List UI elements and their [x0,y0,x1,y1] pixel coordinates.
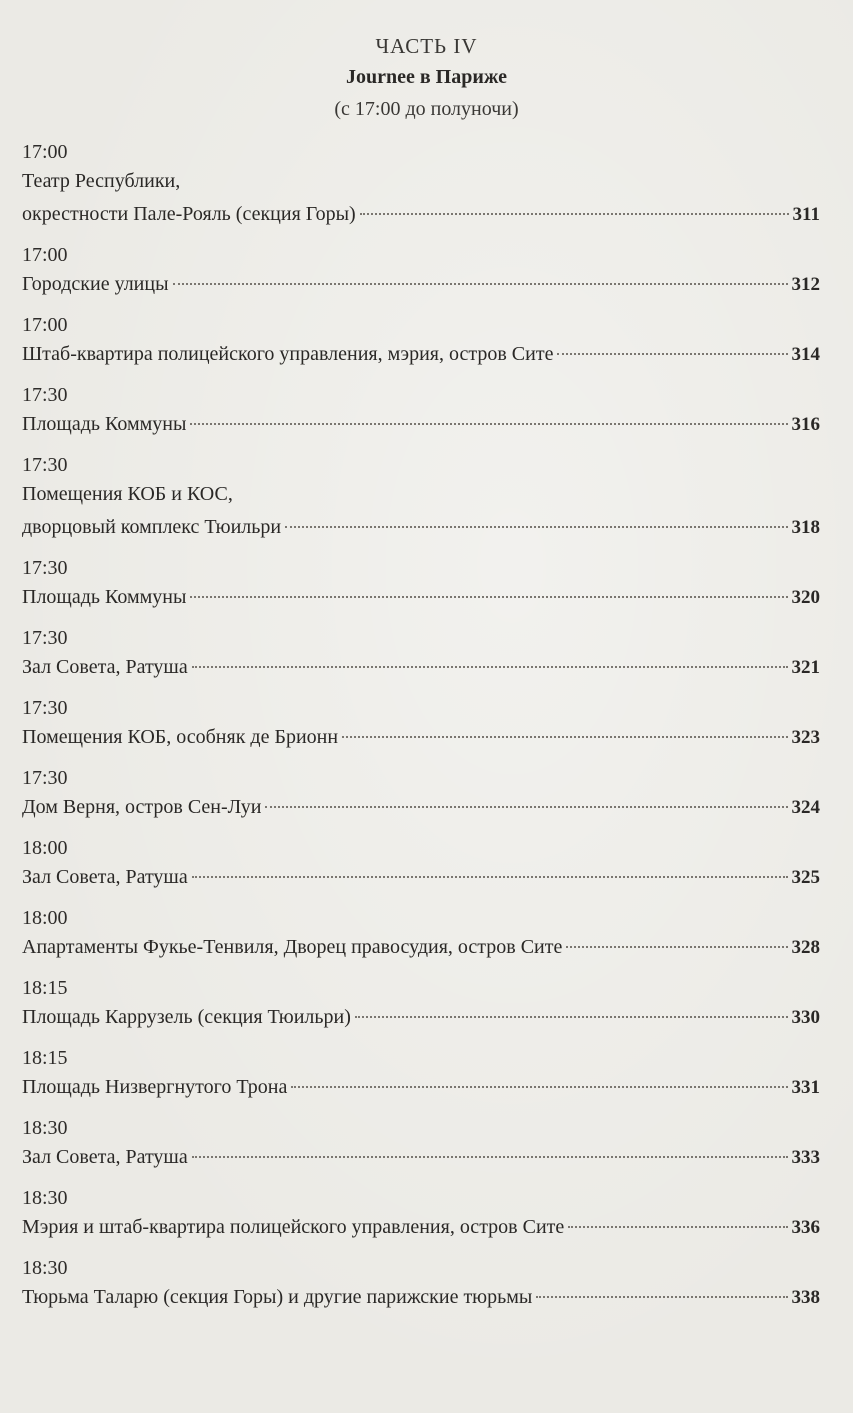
entry-time: 18:00 [22,837,68,859]
toc-entry [22,1046,820,1104]
entry-location-row [22,1211,820,1244]
entry-time: 17:30 [22,767,68,789]
entry-time: 17:00 [22,244,68,266]
entry-location-row [22,861,820,894]
toc-entry [22,906,820,964]
entry-location: Площадь Коммуны [22,413,187,435]
entry-location-row [22,511,820,544]
toc-entry [22,766,820,824]
entry-time: 17:30 [22,627,68,649]
page-number: 314 [791,344,820,365]
entry-location: Тюрьма Таларю (секция Горы) и другие парижские тюрьмы [22,1286,533,1308]
toc-entry [22,313,820,371]
toc-entry [22,1186,820,1244]
page-number: 328 [791,937,820,958]
dot-leader [173,283,788,285]
toc-entry [22,1116,820,1174]
dot-leader [291,1086,787,1088]
entry-time: 17:30 [22,454,68,476]
dot-leader [190,596,787,598]
entry-time: 17:30 [22,384,68,406]
dot-leader [342,736,787,738]
entry-time: 17:00 [22,314,68,336]
toc-entry [22,836,820,894]
toc-entry [22,696,820,754]
page-number: 338 [791,1287,820,1308]
entry-time: 17:30 [22,697,68,719]
entry-location: окрестности Пале-Рояль (секция Горы) [22,203,356,225]
entry-time: 18:30 [22,1257,68,1279]
entry-location: Зал Совета, Ратуша [22,1146,188,1168]
part-label: ЧАСТЬ IV [375,34,478,58]
entry-location: Помещения КОБ, особняк де Брионн [22,726,339,748]
entry-location: Площадь Низвергнутого Трона [22,1076,288,1098]
entry-location-row [22,1071,820,1104]
entry-location-row [22,198,820,231]
entry-location-line: Помещения КОБ и КОС, [22,483,233,505]
page-number: 330 [791,1007,820,1028]
toc-entry [22,626,820,684]
entry-location: Зал Совета, Ратуша [22,656,188,678]
entry-location-row [22,338,820,371]
toc-entry [22,1256,820,1314]
entry-time: 18:30 [22,1117,68,1139]
entry-location-row [22,581,820,614]
dot-leader [536,1296,787,1298]
dot-leader [190,423,787,425]
dot-leader [355,1016,788,1018]
entry-location: Площадь Коммуны [22,586,187,608]
part-subtitle: (с 17:00 до полуночи) [334,98,519,120]
entry-location: Дом Верня, остров Сен-Луи [22,796,262,818]
page-number: 331 [791,1077,820,1098]
entry-location: Апартаменты Фукье-Тенвиля, Дворец правосудия, остров Сите [22,936,563,958]
entry-time: 18:00 [22,907,68,929]
entry-location-row [22,1141,820,1174]
entry-location-line: Театр Республики, [22,170,181,192]
dot-leader [265,806,787,808]
entry-location: дворцовый комплекс Тюильри [22,516,282,538]
toc-entry [22,556,820,614]
entry-time: 17:00 [22,141,68,163]
toc-entry [22,383,820,441]
page-number: 323 [791,727,820,748]
table-of-contents [22,140,820,1326]
dot-leader [360,213,789,215]
toc-entry [22,243,820,301]
entry-location-row [22,651,820,684]
entry-location-row [22,1001,820,1034]
entry-time: 18:30 [22,1187,68,1209]
entry-time: 18:15 [22,977,68,999]
toc-entry [22,453,820,544]
entry-location-row [22,1281,820,1314]
dot-leader [285,526,787,528]
entry-location: Площадь Каррузель (секция Тюильри) [22,1006,351,1028]
page-number: 311 [792,204,820,225]
page-number: 333 [791,1147,820,1168]
part-title: Journee в Париже [346,66,507,88]
dot-leader [557,353,787,355]
page-number: 324 [791,797,820,818]
entry-location-row [22,268,820,301]
entry-location-row [22,791,820,824]
toc-entry [22,140,820,231]
entry-time: 18:15 [22,1047,68,1069]
entry-location-row [22,721,820,754]
page-number: 312 [791,274,820,295]
dot-leader [192,666,788,668]
entry-location: Мэрия и штаб-квартира полицейского управления, остров Сите [22,1216,565,1238]
page-number: 318 [791,517,820,538]
page-number: 321 [791,657,820,678]
dot-leader [568,1226,787,1228]
toc-entry [22,976,820,1034]
entry-location-row [22,931,820,964]
dot-leader [192,876,788,878]
page-number: 325 [791,867,820,888]
entry-location: Городские улицы [22,273,169,295]
page-number: 320 [791,587,820,608]
entry-time: 17:30 [22,557,68,579]
page-number: 336 [791,1217,820,1238]
entry-location-row [22,408,820,441]
dot-leader [192,1156,788,1158]
entry-location: Штаб-квартира полицейского управления, мэрия, остров Сите [22,343,554,365]
page-number: 316 [791,414,820,435]
dot-leader [566,946,787,948]
entry-location: Зал Совета, Ратуша [22,866,188,888]
